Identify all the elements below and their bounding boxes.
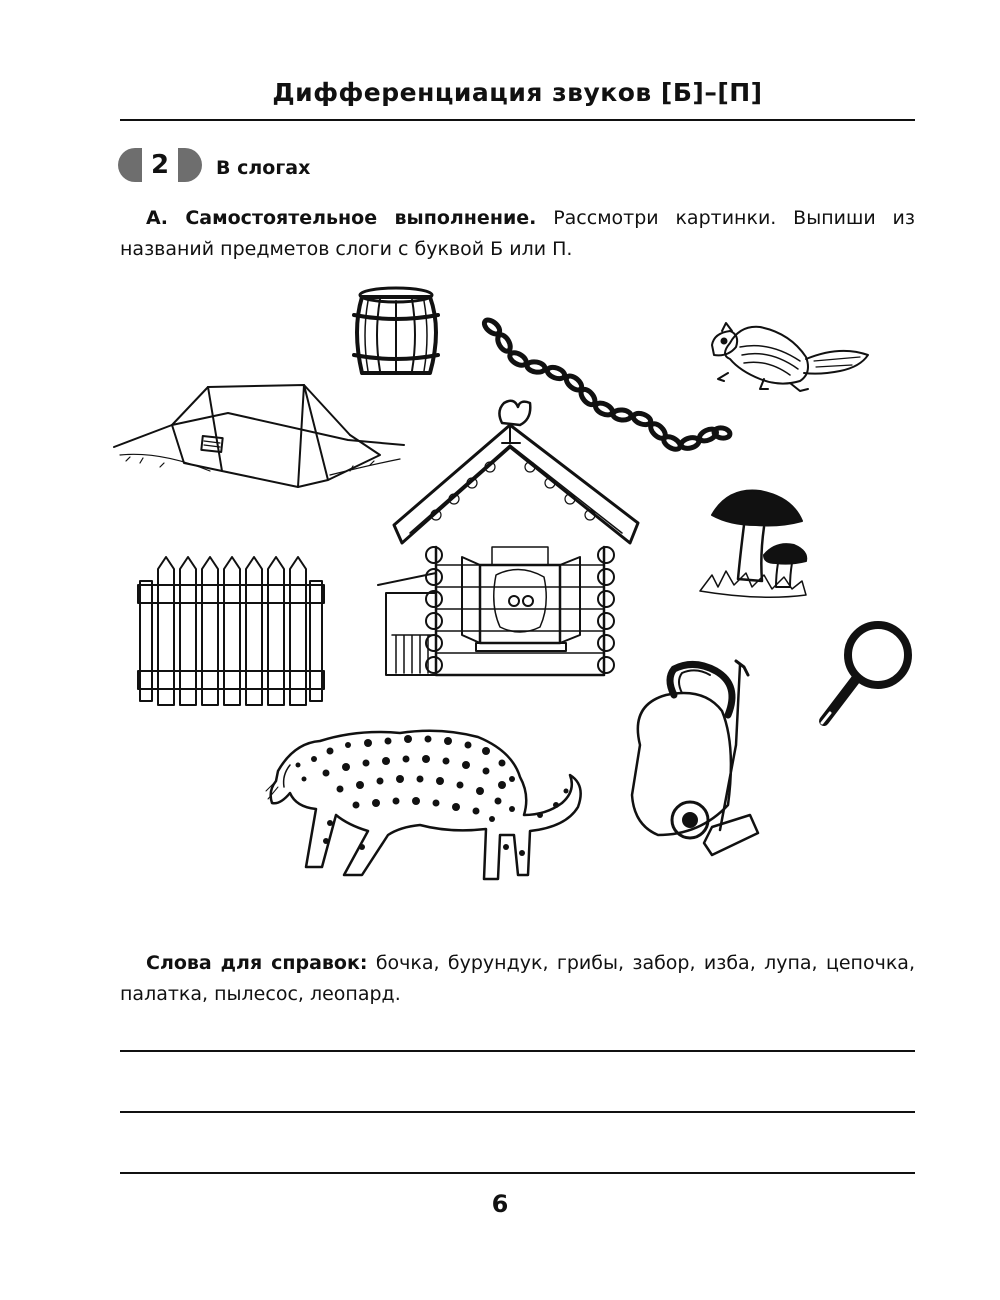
fence-icon [138,557,324,705]
magnifier-icon [822,625,908,723]
answer-line-1[interactable] [120,1050,915,1052]
task-number-badge [118,148,202,182]
page-number: 6 [491,1190,509,1218]
answer-line-2[interactable] [120,1111,915,1113]
vacuum-cleaner-icon [632,661,758,855]
instruction-text: Рассмотри картинки. Выпиши из названий предметов слоги с буквой Б или П. [120,207,915,260]
badge-right-cap [178,148,202,182]
reference-list: бочка, бурундук, грибы, забор, изба, лупа, цепочка, палатка, пылесос, леопард. [120,952,915,1005]
task-title: В слогах [216,157,311,179]
tent-icon [114,385,404,487]
answer-line-3[interactable] [120,1172,915,1174]
chipmunk-icon [712,323,868,391]
leopard-icon [266,731,581,879]
instruction-label: А. Самостоятельное выполнение. [146,207,537,229]
reference-words [120,948,915,1010]
barrel-icon [354,288,438,373]
reference-label: Слова для справок: [146,952,368,974]
illustrations [100,275,920,900]
title-divider [120,119,915,121]
instruction-paragraph [120,203,915,265]
log-hut-icon [378,401,638,675]
page-title: Дифференциация звуков [Б]–[П] [272,78,763,107]
mushrooms-icon [700,491,806,598]
badge-left-cap [118,148,142,182]
task-number: 2 [144,148,176,182]
